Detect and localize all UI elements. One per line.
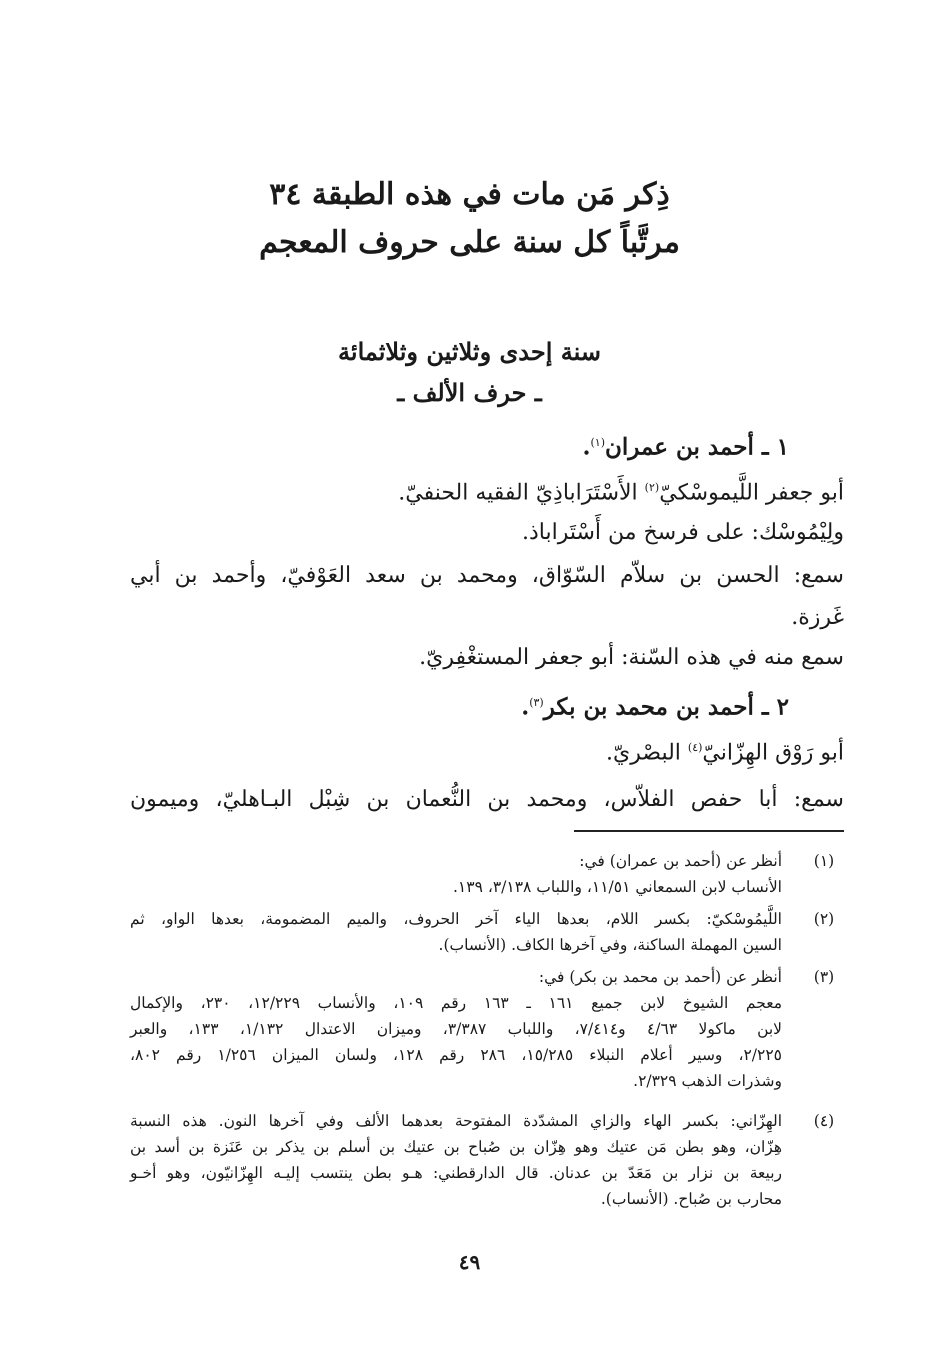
footnote-4-line-1: الهِزّاني: بكسر الهاء والزاي المشدّدة المفتوحة بعدهما الألف وفي آخرها النون. هذه النسبة [130,1112,782,1130]
footnote-3-number: (٣) [813,968,835,986]
footnote-4 [130,1108,844,1212]
entry-2-line-1-rest: البصْريّ. [606,740,688,766]
entry-2-ref: (٣) [529,696,544,709]
entry-1-line-3: سمع: الحسن بن سلاّم السّوّاق، ومحمد بن سعد العَوْفيّ، وأحمد بن أبي [130,563,844,588]
footnote-separator [574,830,844,832]
footnote-3-line-1: أنظر عن (أحمد بن محمد بن بكر) في: [538,968,782,986]
entry-2-end: . [521,693,530,721]
footnote-3-line-5: وشذرات الذهب ٢/٣٢٩. [633,1072,782,1090]
entry-1-line-5: سمع منه في هذه السّنة: أبو جعفر المستغْفِريّ. [419,645,844,670]
footnote-3-line-3: لابن ماكولا ٤/٦٣ و٧/٤١٤، واللباب ٣/٣٨٧، وميزان الاعتدال ١/١٣٢، ١٣٣، والعبر [130,1020,783,1038]
footnote-2-number: (٢) [813,910,835,928]
footnote-2-line-1: اللَّيمُوسْكيّ: بكسر اللام، بعدها الياء آخر الحروف، والميم المضمومة، بعدها الواو، ثم [130,910,782,928]
footnote-4-line-2: هِزّان، وهو بطن مَن عتيك وهو هِزّان بن صُباح بن عتيك بن أسلم بن يذكر بن عَنَزة بن أسد بن [130,1138,782,1156]
entry-1-line-1-text: أبو جعفر اللَّيموسْكيّ [659,480,844,506]
footnote-1-line-2: الأنساب لابن السمعاني ١١/٥١، واللباب ٣/١٣٨، ١٣٩. [452,878,782,896]
footnote-3 [130,964,844,1094]
footnote-4-line-3: ربيعة بن نزار بن مَعَدّ بن عدنان. قال الدارقطني: هـو بطن ينتسب إليـه الهِزّانيّون، وهو أخـو [130,1164,782,1182]
entry-1-end: . [582,433,591,461]
footnote-2 [130,906,844,958]
footnote-1 [130,848,844,900]
entry-1-line-2: ولِيْمُوسْك: على فرسخ من أَسْتَراباذ. [521,520,844,545]
year-heading: سنة إحدى وثلاثين وثلاثمائة [338,337,601,366]
footnote-4-number: (٤) [813,1112,835,1130]
entry-1-line-1 [398,470,844,511]
footnote-1-line-1: أنظر عن (أحمد بن عمران) في: [579,852,782,870]
chapter-title-line-1: ذِكر مَن مات في هذه الطبقة ٣٤ [269,177,670,212]
footnote-4-line-4: محارب بن صُباح. (الأنساب). [600,1190,782,1208]
entry-1-heading [582,425,789,466]
entry-2-name: ٢ ـ أحمد بن محمد بن بكر [543,693,789,721]
entry-2-line-1-ref: (٤) [687,741,703,754]
entry-2-line-2: سمع: أبا حفص الفلاّس، ومحمد بن النُّعمان بن شِبْل البـاهليّ، وميمون [130,787,844,812]
entry-2-line-1 [606,730,844,771]
footnote-3-line-4: ٢/٢٢٥، وسير أعلام النبلاء ١٥/٢٨٥، ٢٨٦ رقم ١٢٨، ولسان الميزان ١/٢٥٦ رقم ٨٠٢، [130,1046,782,1064]
entry-2-line-1-text: أبو رَوْق الهِزّانيّ [702,740,844,766]
chapter-title-line-2: مرتَّباً كل سنة على حروف المعجم [259,225,680,260]
footnote-1-number: (١) [813,852,835,870]
footnote-2-line-2: السين المهملة الساكنة، وفي آخرها الكاف. (الأنساب). [438,936,782,954]
entry-1-line-1-rest: الأَسْتَرَاباذِيّ الفقيه الحنفيّ. [398,480,645,506]
page-number: ٤٩ [458,1250,481,1274]
entry-2-heading [521,685,789,726]
footnote-3-line-2: معجم الشيوخ لابن جميع ١٦١ ـ ١٦٣ رقم ١٠٩، والأنساب ١٢/٢٢٩، ٢٣٠، والإكمال [130,994,782,1012]
entry-1-ref: (١) [590,436,605,449]
entry-1-line-1-ref: (٢) [644,481,660,494]
letter-heading: ـ حرف الألف ـ [397,378,542,407]
entry-1-name: ١ ـ أحمد بن عمران [604,433,789,461]
entry-1-line-4: غَرزة. [791,605,844,630]
